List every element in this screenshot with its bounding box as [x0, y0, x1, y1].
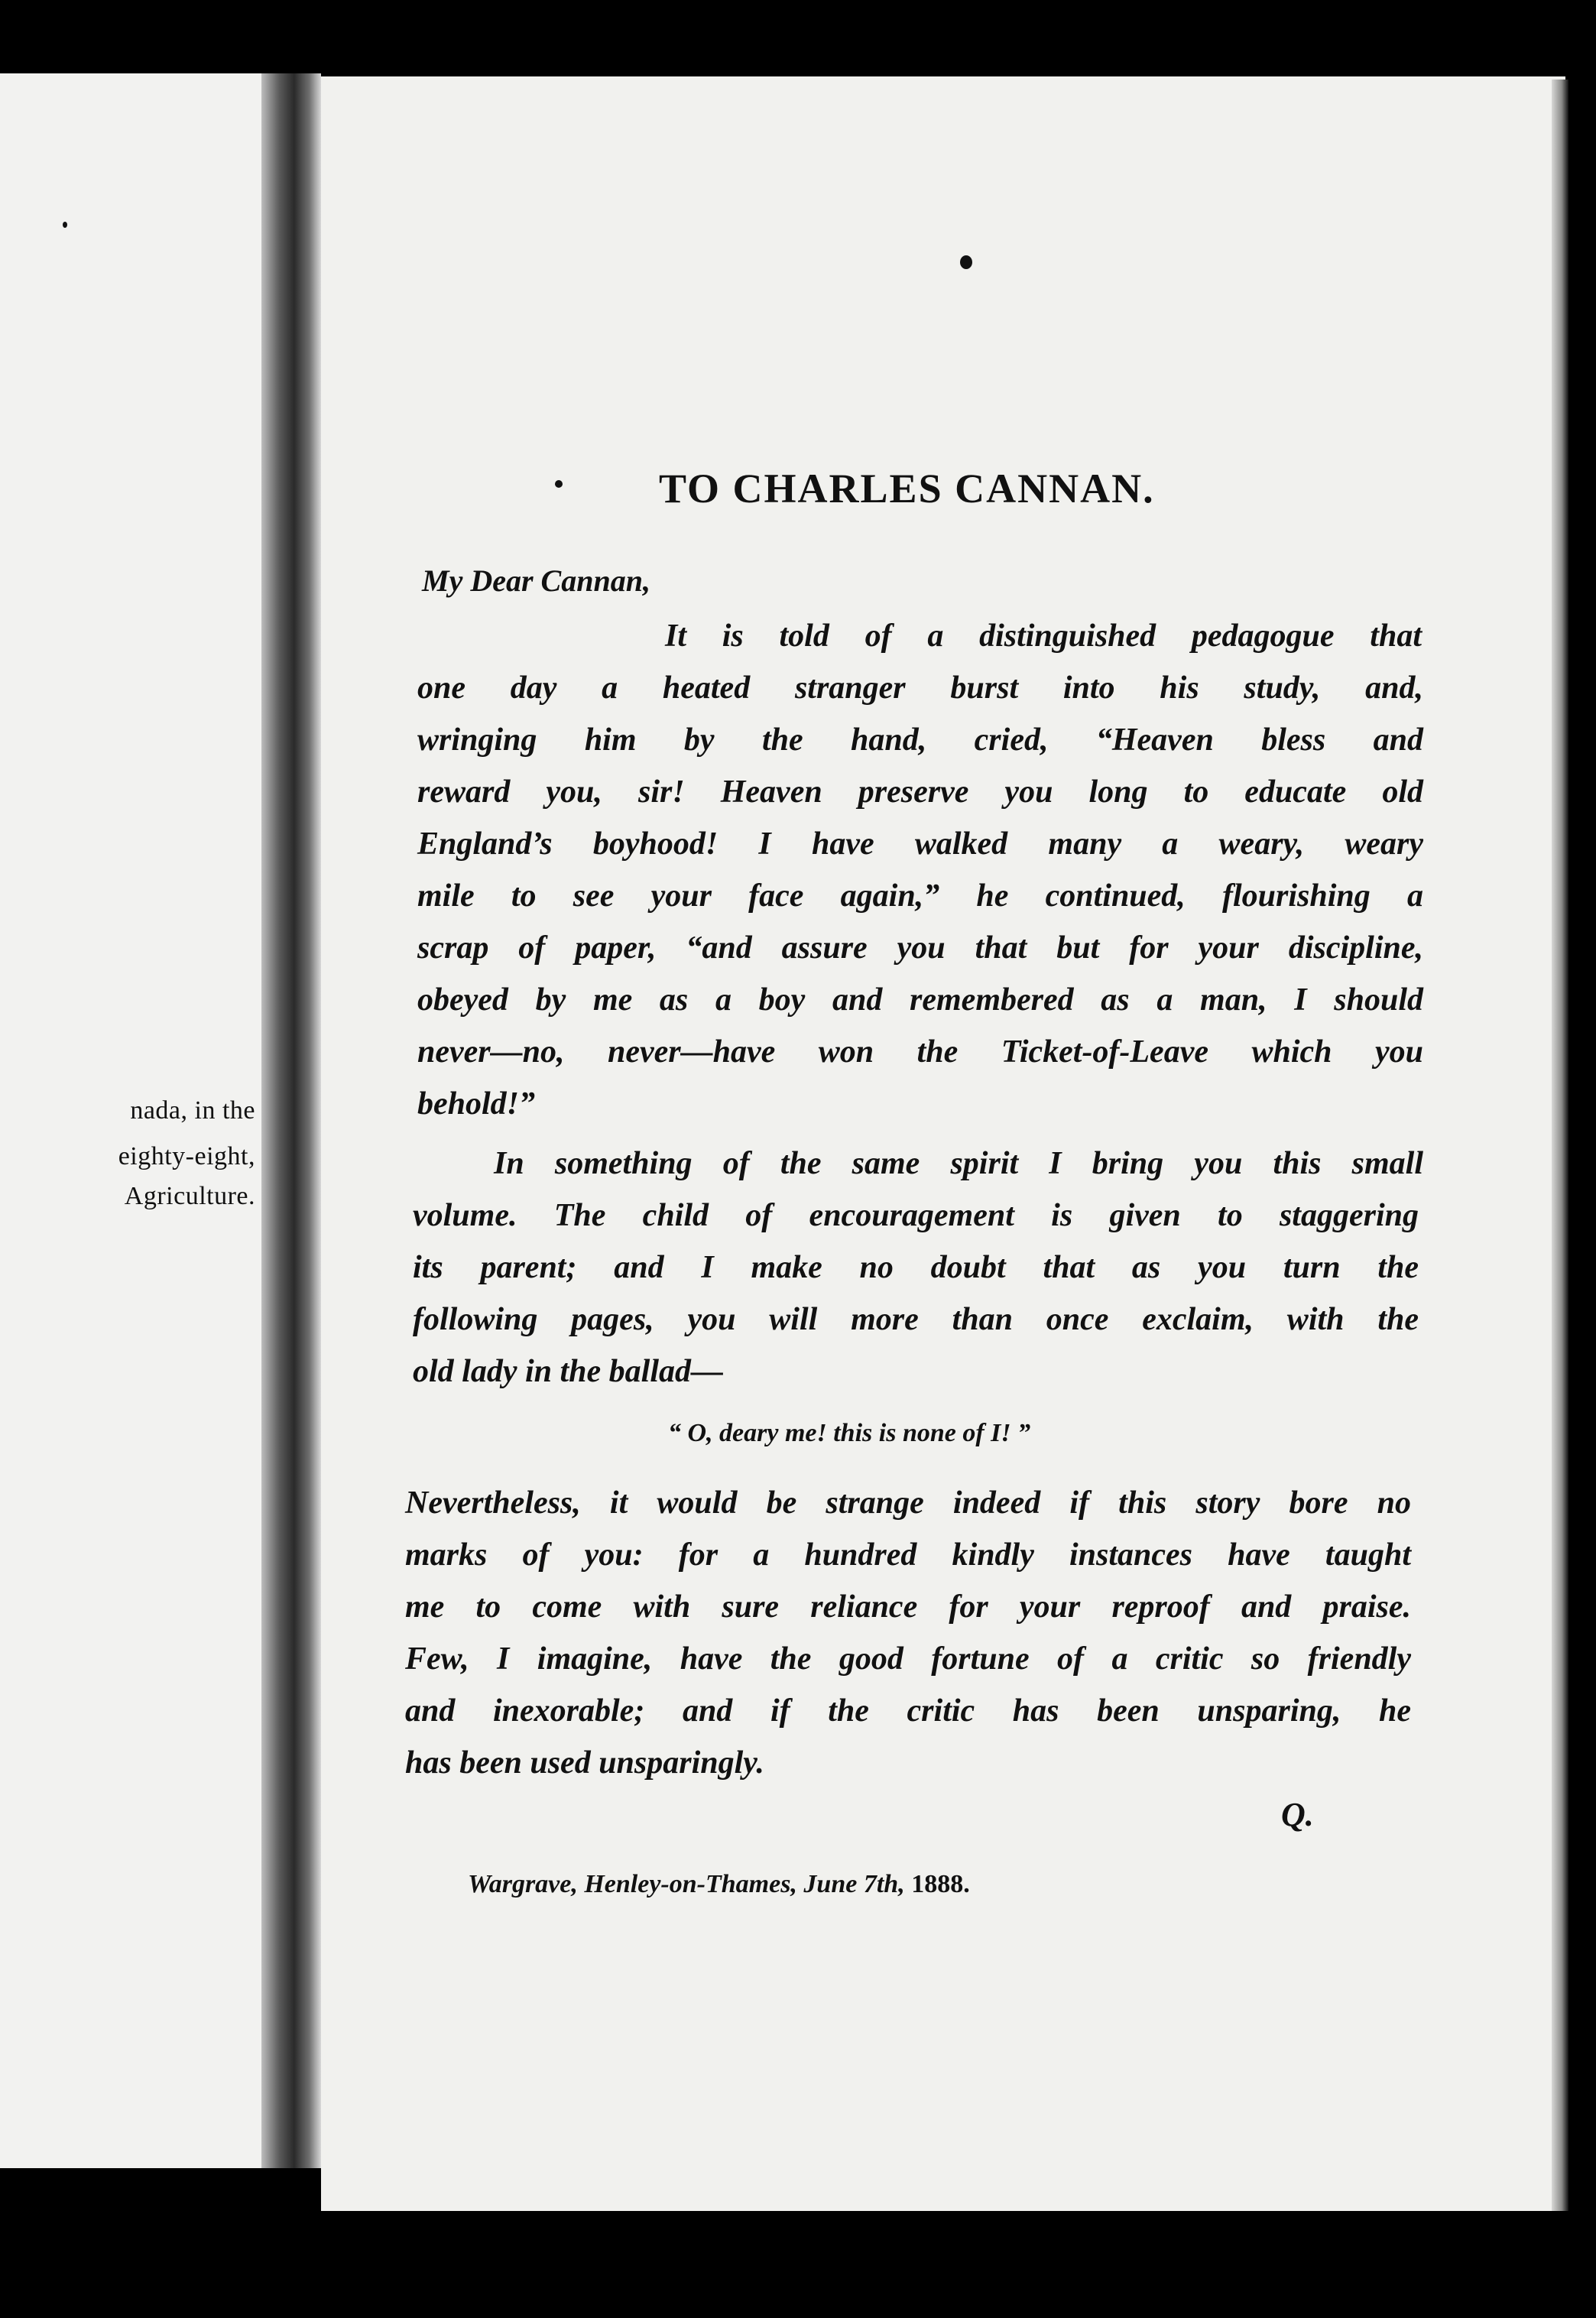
body-line: one day a heated stranger burst into his study, and, [417, 670, 1423, 706]
place-date [468, 1870, 970, 1899]
ink-speck [555, 480, 563, 488]
body-line: wringing him by the hand, cried, “Heaven bless and [417, 722, 1423, 758]
body-line: mile to see your face again,” he continued, flourishing a [417, 878, 1423, 914]
dedication-title: TO CHARLES CANNAN. [659, 466, 1155, 511]
closing-line: Nevertheless, it would be strange indeed if this story bore no [405, 1485, 1411, 1521]
body-line: old lady in the ballad— [413, 1354, 724, 1389]
left-page-line: nada, in the [130, 1096, 255, 1125]
body-line: In something of the same spirit I bring you this small [494, 1146, 1423, 1181]
page-edge [1552, 80, 1568, 2211]
closing-line: me to come with sure reliance for your reproof and praise. [405, 1589, 1411, 1625]
ink-speck [960, 255, 972, 269]
left-page-line: eighty-eight, [118, 1142, 255, 1170]
body-line: It is told of a distinguished pedagogue that [665, 618, 1422, 654]
closing-line: and inexorable; and if the critic has been unsparing, he [405, 1693, 1411, 1729]
body-line: obeyed by me as a boy and remembered as a man, I should [417, 982, 1423, 1018]
body-line: following pages, you will more than once exclaim, with the [413, 1302, 1419, 1337]
ballad-quote: “ O, deary me! this is none of I! ” [668, 1419, 1031, 1447]
ink-speck [63, 222, 67, 228]
year: 1888. [911, 1870, 970, 1898]
place-date-text: Wargrave, Henley-on-Thames, June 7th, [468, 1870, 905, 1898]
signature: Q. [1281, 1796, 1314, 1833]
body-line: its parent; and I make no doubt that as you turn the [413, 1250, 1419, 1285]
closing-line: has been used unsparingly. [405, 1745, 764, 1781]
salutation: My Dear Cannan, [422, 563, 650, 598]
closing-line: Few, I imagine, have the good fortune of a critic so friendly [405, 1641, 1411, 1677]
body-line: reward you, sir! Heaven preserve you long to educate old [417, 774, 1423, 810]
closing-line: marks of you: for a hundred kindly instances have taught [405, 1537, 1411, 1573]
body-line: never—no, never—have won the Ticket-of-Leave which you [417, 1034, 1423, 1070]
body-line: England’s boyhood! I have walked many a weary, weary [417, 826, 1423, 862]
left-page [0, 73, 281, 2168]
book-gutter [261, 73, 321, 2168]
body-line: volume. The child of encouragement is given to staggering [413, 1198, 1419, 1233]
left-page-line: Agriculture. [124, 1182, 255, 1210]
body-line: scrap of paper, “and assure you that but for your discipline, [417, 930, 1423, 966]
body-line: behold!” [417, 1086, 536, 1122]
